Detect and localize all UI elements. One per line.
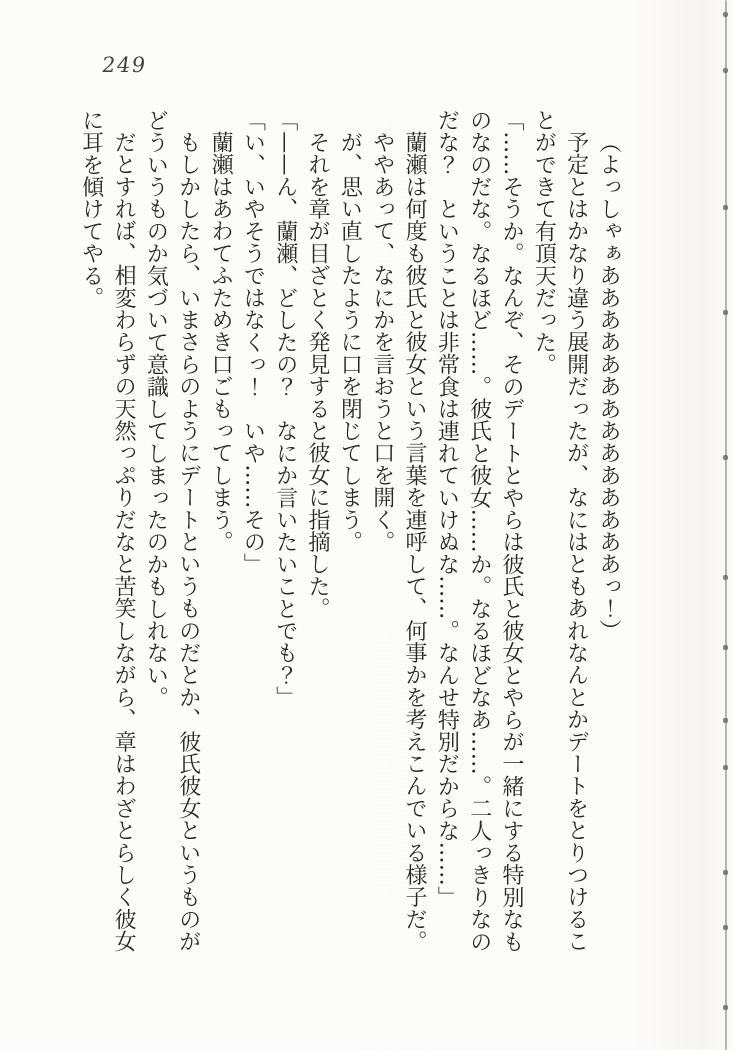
paragraph: 蘭瀬は何度も彼氏と彼女という言葉を連呼して、何事かを考えこんでいる様子だ。 [402,131,428,953]
paragraph: 「い、いやそうではなくっ！ いや……その」 [240,109,266,576]
page-edge-speck [723,925,728,930]
page-edge-speck [723,205,728,210]
paragraph: だとすれば、相変わらずの天然っぷりだなと苦笑しながら、章はわざとらしく彼女 に耳を傾けてやる。 [78,109,137,953]
page-edge-speck [723,12,728,17]
paragraph: （よっしゃぁああああああああああああああっ！） [596,131,621,642]
page-edge-speck [723,870,728,875]
page-text [74,109,624,957]
page-edge-speck [723,68,728,73]
page-edge-speck [723,1005,728,1010]
paragraph: 蘭瀬はあわてふためき口ごもってしまう。 [208,131,234,553]
paragraph: 「……そうか。なんぞ、そのデートとやらは彼氏と彼女とやらが一緒にする特別なも のなのだな。なるほど……。彼氏と彼女……か。なるほどなあ……。二人っきりなの だな？ ということは非常食は連れていけぬな……。なんせ特別だからな……」 [434,109,525,953]
page-edge-speck [723,765,728,770]
page-edge-speck [723,575,728,580]
paragraph: 予定とはかなり違う展開だったが、なにはともあれなんとかデートをとりつけるこ とができて有頂天だった。 [531,109,589,953]
page-edge-speck [723,718,728,723]
page-number: 249 [100,53,149,77]
paragraph: が、思い直したように口を閉じてしまう。 [337,131,363,553]
page-edge-speck [723,310,728,315]
paragraph: もしかしたら、いまさらのようにデートというものだとか、彼氏彼女というものが どういうものか気づいて意識してしまったのかもしれない。 [143,109,201,953]
page-edge-line [725,0,727,1050]
page-edge-speck [723,455,728,460]
paragraph: ややあって、なにかを言おうと口を開く。 [369,131,395,553]
page-edge-speck [723,645,728,650]
paragraph: 「——ん、蘭瀬、どしたの？ なにか言いたいことでも？」 [272,109,298,709]
paragraph: それを章が目ざとく発見すると彼女に指摘した。 [305,131,331,620]
